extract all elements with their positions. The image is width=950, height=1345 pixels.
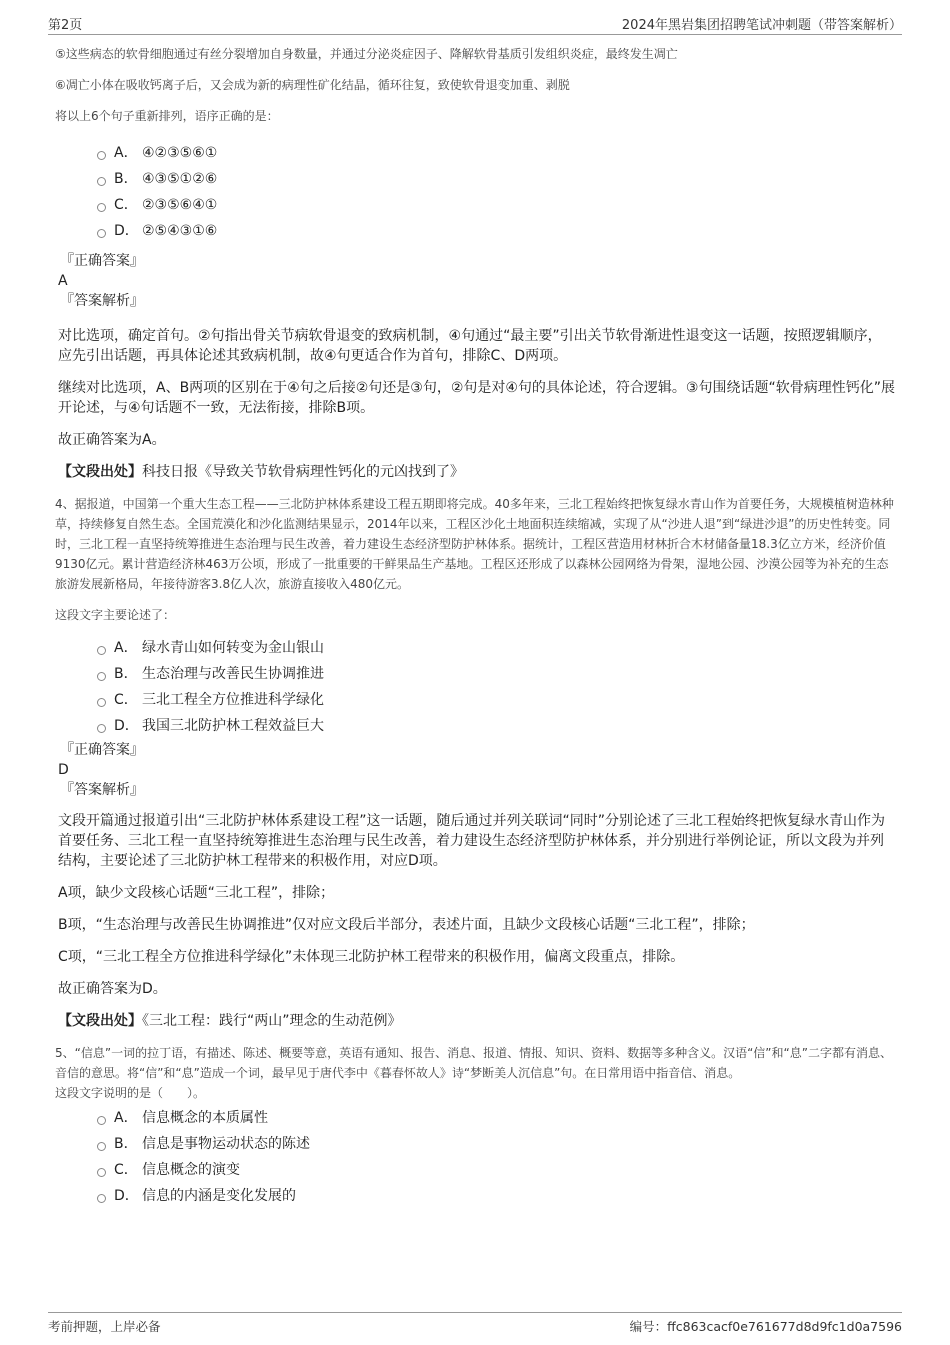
- page-header: [48, 12, 902, 35]
- q3-line-6: ⑥凋亡小体在吸收钙离子后，又会成为新的病理性矿化结晶，循环往复，致使软骨退变加重、剥脱: [55, 78, 570, 92]
- q4-analysis-4: C项，“三北工程全方位推进科学绿化”未体现三北防护林工程带来的积极作用，偏离文段重点，排除。: [58, 949, 685, 965]
- q4-analysis-label: 『答案解析』: [60, 782, 144, 798]
- q4-answer-label: 『正确答案』: [60, 742, 144, 758]
- q3-answer: A: [58, 273, 68, 289]
- q4-analysis-1: 文段开篇通过报道引出“三北防护林体系建设工程”这一话题，随后通过并列关联词“同时”分别论述了三北工程始终把恢复绿水青山作为首要任务、三北工程一直坚持统筹推进生态治理与民生改善，着力建设生态经济型防护林体系，并分别进行举例论证，所以文段为并列结构，主要论述了三北防护林工程带来的积极作用，对应D项。: [58, 813, 886, 869]
- radio-icon[interactable]: [97, 151, 106, 160]
- q4-source: 【文段出处】《三北工程：践行“两山”理念的生动范例》: [58, 1013, 402, 1029]
- document-title: 2024年黑岩集团招聘笔试冲刺题（带答案解析）: [621, 18, 902, 33]
- q3-question: 将以上6个句子重新排列，语序正确的是：: [55, 109, 279, 123]
- q4-answer: D: [58, 762, 69, 778]
- document-code: 编号：ffc863cacf0e761677d8d9fc1d0a7596: [629, 1319, 902, 1334]
- q3-analysis-3: 故正确答案为A。: [58, 432, 166, 448]
- radio-icon[interactable]: [97, 229, 106, 238]
- footer-slogan: 考前押题，上岸必备: [48, 1319, 161, 1334]
- q3-analysis-1: 对比选项，确定首句。②句指出骨关节病软骨退变的致病机制，④句通过“最主要”引出关节软骨渐进性退变这一话题，按照逻辑顺序，应先引出话题，再具体论述其致病机制，故④句更适合作为首句，排除C、D两项。: [58, 328, 882, 364]
- radio-icon[interactable]: [97, 177, 106, 186]
- q4-passage: 4、据报道，中国第一个重大生态工程——三北防护林体系建设工程五期即将完成。40多年来，三北工程始终把恢复绿水青山作为首要任务，大规模植树造林种草，持续修复自然生态。全国荒漠化和沙化监测结果显示，2014年以来，工程区沙化土地面积连续缩减，实现了从“沙进人退”到“绿进沙退”的历史性转变。同时，三北工程一直坚持统筹推进生态治理与民生改善，着力建设生态经济型防护林体系。据统计，工程区营造用材林折合木材储备量18.3亿立方米，经济价值9130亿元。累计营造经济林463万公顷，形成了一批重要的干鲜果品生产基地。工程区还形成了以森林公园网络为骨架，湿地公园、沙漠公园等为补充的生态旅游发展新格局，年接待游客3.8亿人次，旅游直接收入480亿元。: [55, 497, 894, 591]
- q3-source: 【文段出处】科技日报《导致关节软骨病理性钙化的元凶找到了》: [58, 464, 464, 480]
- q3-analysis-2: 继续对比选项，A、B两项的区别在于④句之后接②句还是③句，②句是对④句的具体论述，符合逻辑。③句围绕话题“软骨病理性钙化”展开论述，与④句话题不一致，无法衔接，排除B项。: [58, 380, 895, 416]
- q5-passage: 5、“信息”一词的拉丁语，有描述、陈述、概要等意，英语有通知、报告、消息、报道、情报、知识、资料、数据等多种含义。汉语“信”和“息”二字都有消息、音信的意思。将“信”和“息”造成一个词，最早见于唐代李中《暮春怀故人》诗“梦断美人沉信息”句。在日常用语中指音信、消息。: [55, 1046, 892, 1080]
- page-footer: [48, 1312, 902, 1337]
- q3-option-c[interactable]: C． ②③⑤⑥④①: [97, 192, 895, 218]
- q5-option-d[interactable]: D． 信息的内涵是变化发展的: [97, 1183, 895, 1209]
- radio-icon[interactable]: [97, 724, 106, 733]
- page-content: [55, 44, 895, 1209]
- q4-question: 这段文字主要论述了：: [55, 608, 176, 622]
- q4-option-c[interactable]: C． 三北工程全方位推进科学绿化: [97, 687, 895, 713]
- q4-analysis-2: A项，缺少文段核心话题“三北工程”，排除；: [58, 885, 335, 901]
- q5-option-c[interactable]: C． 信息概念的演变: [97, 1157, 895, 1183]
- q5-options: [97, 1105, 895, 1209]
- q4-options: [97, 635, 895, 739]
- q5-question: 这段文字说明的是（ ）。: [55, 1086, 206, 1100]
- q3-line-5: ⑤这些病态的软骨细胞通过有丝分裂增加自身数量，并通过分泌炎症因子、降解软骨基质引发组织炎症，最终发生凋亡: [55, 47, 678, 61]
- radio-icon[interactable]: [97, 1116, 106, 1125]
- q4-option-a[interactable]: A． 绿水青山如何转变为金山银山: [97, 635, 895, 661]
- q4-analysis-5: 故正确答案为D。: [58, 981, 167, 997]
- radio-icon[interactable]: [97, 698, 106, 707]
- q5-option-a[interactable]: A． 信息概念的本质属性: [97, 1105, 895, 1131]
- q3-answer-label: 『正确答案』: [60, 253, 144, 269]
- q3-analysis-label: 『答案解析』: [60, 293, 144, 309]
- q3-option-b[interactable]: B． ④③⑤①②⑥: [97, 166, 895, 192]
- q4-analysis-3: B项，“生态治理与改善民生协调推进”仅对应文段后半部分，表述片面，且缺少文段核心话题“三北工程”，排除；: [58, 917, 755, 933]
- q5-option-b[interactable]: B． 信息是事物运动状态的陈述: [97, 1131, 895, 1157]
- radio-icon[interactable]: [97, 203, 106, 212]
- q4-option-d[interactable]: D． 我国三北防护林工程效益巨大: [97, 713, 895, 739]
- q4-option-b[interactable]: B． 生态治理与改善民生协调推进: [97, 661, 895, 687]
- q3-options: [97, 140, 895, 244]
- radio-icon[interactable]: [97, 1168, 106, 1177]
- radio-icon[interactable]: [97, 672, 106, 681]
- q3-option-d[interactable]: D． ②⑤④③①⑥: [97, 218, 895, 244]
- radio-icon[interactable]: [97, 646, 106, 655]
- radio-icon[interactable]: [97, 1142, 106, 1151]
- page-number: 第2页: [48, 18, 83, 33]
- q3-option-a[interactable]: A． ④②③⑤⑥①: [97, 140, 895, 166]
- radio-icon[interactable]: [97, 1194, 106, 1203]
